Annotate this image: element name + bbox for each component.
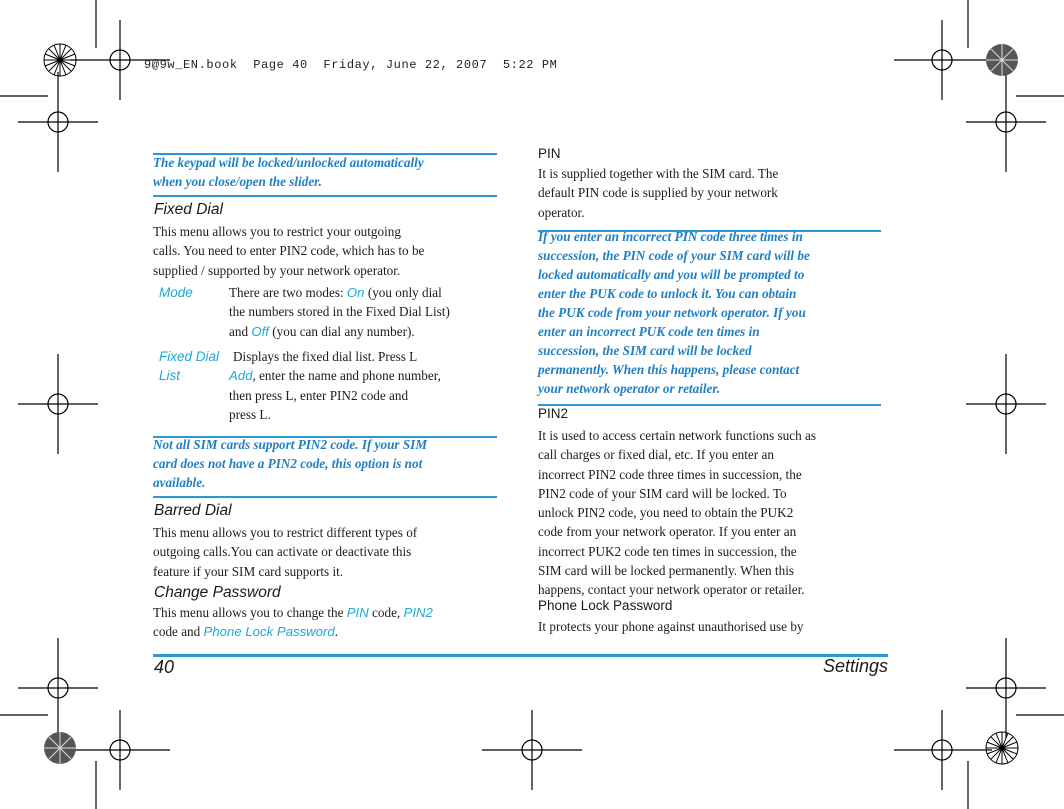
phone-lock-password-title: Phone Lock Password [538,598,673,613]
mode-off: Off [251,323,269,339]
barred-dial-body: This menu allows you to restrict different types of outgoing calls.You can activate or deactivate this feature if your SIM card supports it. [153,525,418,579]
note-rule-bottom [538,404,881,406]
pin2-body: It is used to access certain network functions such as call charges or fixed dial, etc. If you enter an incorrect PIN2 code three times in succession, the PIN2 code of your SIM card will be locked. To unlock PIN2 code, you need to obtain the PUK2 code from your network operator. If you enter an incorrect PUK2 code ten times in succession, the SIM card will be locked permanently. When this happens, contact your network operator or retailer. [538,428,816,598]
note-pin-incorrect: If you enter an incorrect PIN code three times in succession, the PIN code of your SIM card will be locked automatically and you will be prompted to enter the PUK code to unlock it. You can obtain the PUK code from your network operator. If you enter an incorrect PUK code ten times in succession, the SIM card will be locked permanently. When this happens, please contact your network operator or retailer. [538,229,810,396]
change-password-title: Change Password [154,584,281,601]
registration-target-icon [966,354,1046,454]
footer-rule [153,654,888,657]
pin2-title: PIN2 [538,406,569,421]
pin-body: It is supplied together with the SIM card. The default PIN code is supplied by your network operator. [538,166,779,220]
registration-target-icon [482,710,582,790]
barred-dial-title: Barred Dial [154,502,232,519]
note-rule-bottom [153,195,497,197]
fixed-dial-body: This menu allows you to restrict your outgoing calls. You need to enter PIN2 code, which has to be supplied / supported by your network operator. [153,224,425,278]
section-name: Settings [822,656,888,676]
fixed-dial-list-description: Displays the fixed dial list. Press L Add, enter the name and phone number, then press L, enter PIN2 code and press L. [229,349,441,422]
page-number: 40 [154,657,175,677]
registration-target-icon [18,354,98,454]
change-password-body: This menu allows you to change the PIN code, PIN2 code and Phone Lock Password. [153,605,433,640]
note-keypad: The keypad will be locked/unlocked automatically when you close/open the slider. [153,155,424,189]
star-target-filled-icon [986,44,1018,76]
registration-target-icon [18,638,98,738]
phone-lock-password-body: It protects your phone against unauthorised use by [538,619,804,634]
star-target-icon [986,732,1018,764]
star-target-filled-icon [44,732,76,764]
registration-target-icon [966,72,1046,172]
registration-target-icon [894,20,992,100]
note-rule-bottom [153,496,497,498]
add-option: Add [229,368,253,384]
registration-target-icon [894,710,992,790]
registration-target-icon [70,710,170,790]
registration-target-icon [18,72,98,172]
mode-label: Mode [159,285,193,300]
note-pin2-support: Not all SIM cards support PIN2 code. If your SIM card does not have a PIN2 code, this option is not available. [153,437,428,490]
mode-on: On [346,285,365,300]
mode-description: There are two modes: On (you only dial the numbers stored in the Fixed Dial List) and Off (you can dial any number). [229,285,450,339]
link-pin: PIN [346,605,369,620]
link-pin2: PIN2 [403,605,433,620]
registration-target-icon [966,638,1046,738]
star-target-icon [44,44,76,76]
link-phone-lock-password: Phone Lock Password [203,624,335,640]
fixed-dial-title: Fixed Dial [154,201,223,218]
pin-title: PIN [538,146,561,161]
fixed-dial-list-label: Fixed Dial List [159,349,220,383]
print-header: 9@9w_EN.book Page 40 Friday, June 22, 2007 5:22 PM [144,58,558,72]
